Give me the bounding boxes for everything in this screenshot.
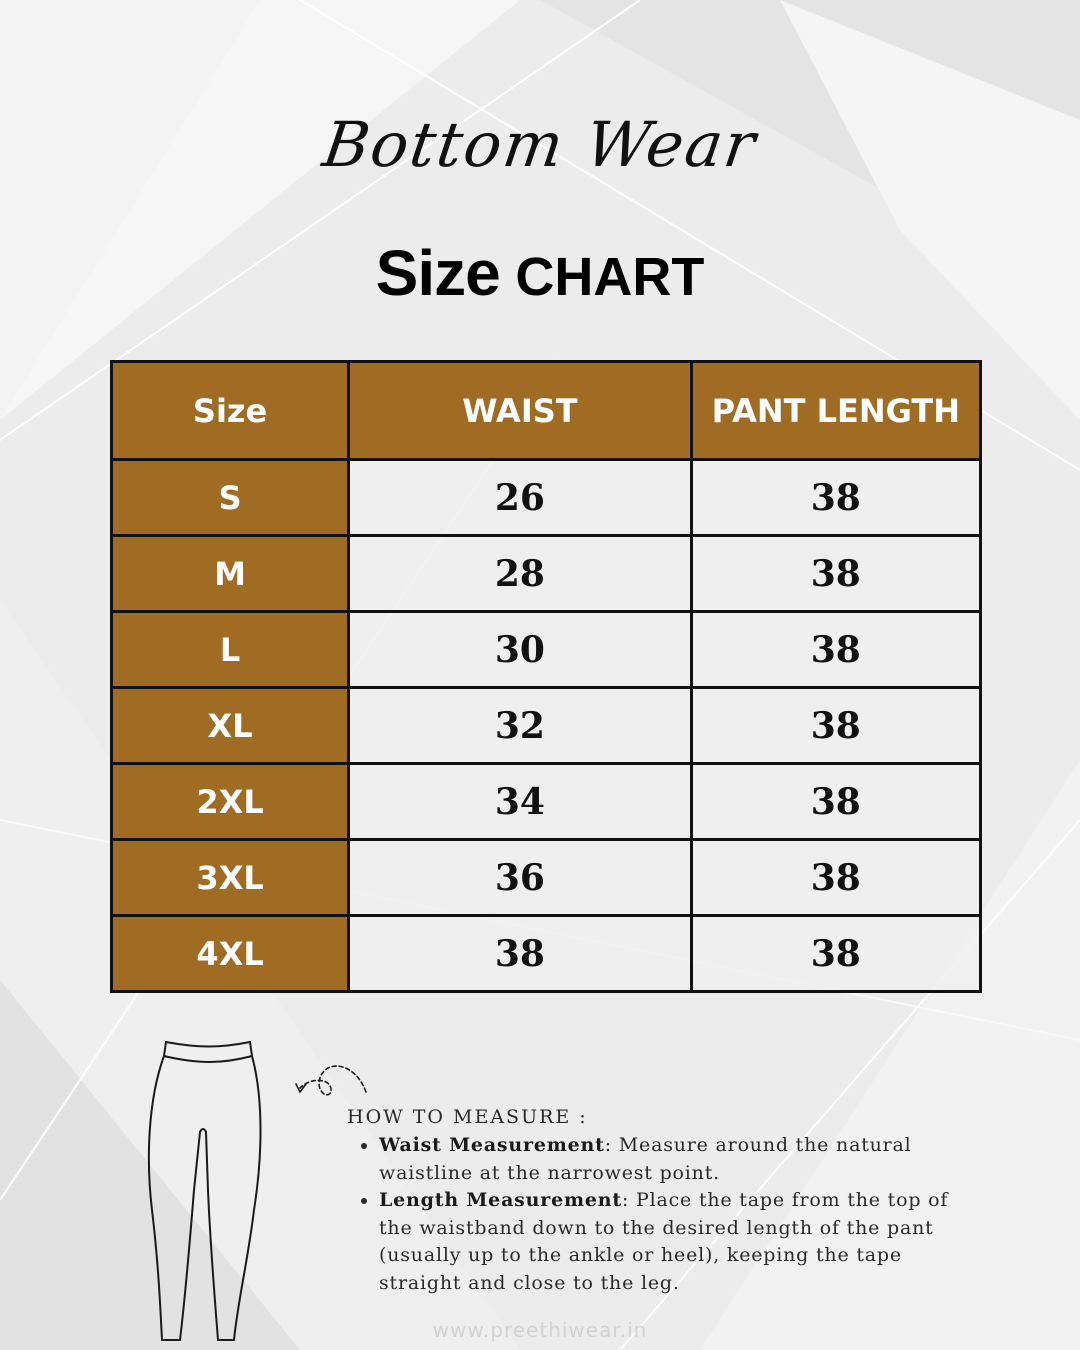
size-cell: S xyxy=(112,460,349,536)
pant-length-cell: 38 xyxy=(691,536,980,612)
size-cell: L xyxy=(112,612,349,688)
waist-cell: 34 xyxy=(349,764,691,840)
size-cell: M xyxy=(112,536,349,612)
how-to-measure-section xyxy=(347,1106,967,1297)
table-row xyxy=(112,536,981,612)
waist-cell: 32 xyxy=(349,688,691,764)
curved-dashed-arrow-icon xyxy=(292,1060,370,1102)
list-item xyxy=(379,1187,967,1297)
table-row xyxy=(112,916,981,992)
waist-cell: 28 xyxy=(349,536,691,612)
instruction-label: Waist Measurement xyxy=(379,1134,605,1156)
table-row xyxy=(112,688,981,764)
instruction-text: : Measure around the natural waistline at the narrowest point. xyxy=(379,1134,912,1184)
table-body xyxy=(112,460,981,992)
pant-length-cell: 38 xyxy=(691,764,980,840)
table-row xyxy=(112,460,981,536)
instruction-label: Length Measurement xyxy=(379,1189,622,1211)
measure-instructions-list xyxy=(347,1132,967,1297)
pant-length-cell: 38 xyxy=(691,840,980,916)
pant-length-cell: 38 xyxy=(691,688,980,764)
size-cell: 4XL xyxy=(112,916,349,992)
size-cell: XL xyxy=(112,688,349,764)
waist-cell: 36 xyxy=(349,840,691,916)
waist-cell: 26 xyxy=(349,460,691,536)
how-to-measure-heading: HOW TO MEASURE : xyxy=(347,1106,588,1128)
title-word-size: Size xyxy=(375,237,500,309)
table-row xyxy=(112,612,981,688)
header-pant-length: PANT LENGTH xyxy=(691,362,980,460)
leggings-outline-icon xyxy=(138,1040,268,1345)
table-row xyxy=(112,840,981,916)
table-header xyxy=(112,362,981,460)
size-chart-table xyxy=(110,360,982,993)
header-waist: WAIST xyxy=(349,362,691,460)
size-cell: 2XL xyxy=(112,764,349,840)
instruction-text: : Place the tape from the top of the waistband down to the desired length of the pant (usually up to the ankle or heel), keeping the tape straight and close to the leg. xyxy=(379,1189,949,1294)
waist-cell: 38 xyxy=(349,916,691,992)
header-size: Size xyxy=(112,362,349,460)
table-row xyxy=(112,764,981,840)
script-title: Bottom Wear xyxy=(318,108,762,181)
pant-length-cell: 38 xyxy=(691,916,980,992)
title-word-chart: CHART xyxy=(515,247,705,307)
website-url[interactable]: www.preethiwear.in xyxy=(432,1318,648,1342)
header-row xyxy=(112,362,981,460)
size-cell: 3XL xyxy=(112,840,349,916)
pant-length-cell: 38 xyxy=(691,460,980,536)
pant-length-cell: 38 xyxy=(691,612,980,688)
list-item xyxy=(379,1132,967,1187)
waist-cell: 30 xyxy=(349,612,691,688)
page-title xyxy=(0,236,1080,310)
